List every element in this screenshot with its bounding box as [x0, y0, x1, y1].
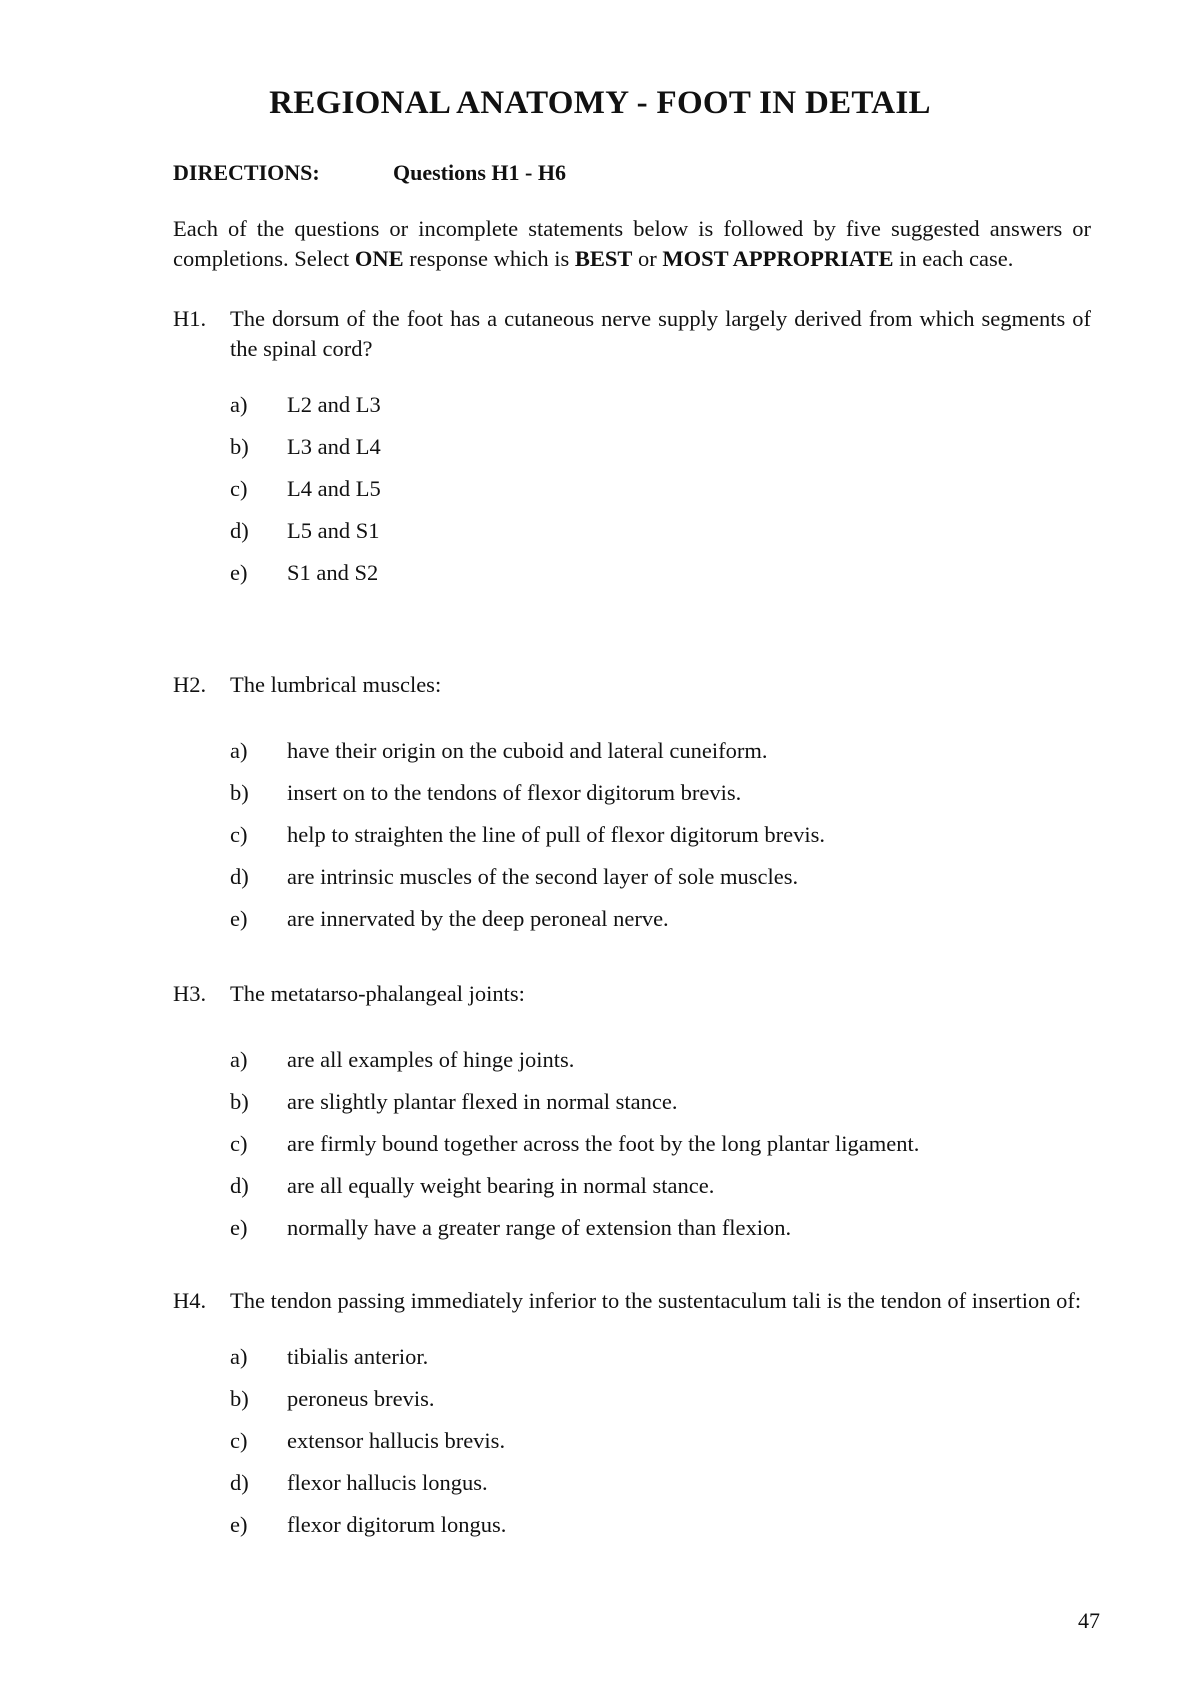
answer-option: [230, 468, 1091, 510]
answer-options: [173, 1336, 1091, 1546]
answer-options: [173, 384, 1091, 594]
question-number: H2.: [173, 672, 207, 697]
answer-option: [230, 552, 1091, 594]
option-label: b): [230, 1089, 249, 1114]
question-text: The tendon passing immediately inferior to the sustentaculum tali is the tendon of insertion of:: [230, 1288, 1082, 1313]
question-number: H3.: [173, 981, 207, 1006]
intro-text-2: response which is: [403, 246, 575, 271]
answer-option: [230, 384, 1091, 426]
option-label: e): [230, 1215, 248, 1240]
question-number: H4.: [173, 1288, 207, 1313]
page-title: REGIONAL ANATOMY - FOOT IN DETAIL: [269, 85, 931, 121]
option-label: b): [230, 434, 249, 459]
option-text: are all equally weight bearing in normal stance.: [287, 1173, 715, 1198]
intro-text-4: in each case.: [893, 246, 1014, 271]
option-label: c): [230, 1428, 248, 1453]
question-text: The dorsum of the foot has a cutaneous nerve supply largely derived from which segments of the spinal cord?: [230, 306, 1091, 361]
answer-option: [230, 1378, 1091, 1420]
option-text: are slightly plantar flexed in normal stance.: [287, 1089, 678, 1114]
page-number: 47: [1078, 1608, 1100, 1633]
question-stem: [173, 979, 1091, 1009]
option-label: e): [230, 560, 248, 585]
option-text: flexor hallucis longus.: [287, 1470, 488, 1495]
option-label: b): [230, 780, 249, 805]
intro-emphasis-best: BEST: [574, 246, 633, 271]
option-label: c): [230, 822, 248, 847]
question-h1: [173, 304, 1091, 594]
answer-option: [230, 1165, 1091, 1207]
option-label: d): [230, 1470, 249, 1495]
option-text: extensor hallucis brevis.: [287, 1428, 506, 1453]
answer-option: [230, 1504, 1091, 1546]
answer-options: [173, 1039, 1091, 1249]
option-text: normally have a greater range of extension than flexion.: [287, 1215, 792, 1240]
directions-line: [173, 160, 566, 186]
option-label: a): [230, 392, 248, 417]
question-h2: [173, 670, 1091, 940]
instructions-paragraph: [173, 214, 1091, 274]
option-label: a): [230, 1344, 248, 1369]
option-label: e): [230, 906, 248, 931]
question-h3: [173, 979, 1091, 1249]
option-label: b): [230, 1386, 249, 1411]
answer-option: [230, 772, 1091, 814]
answer-option: [230, 1123, 1091, 1165]
answer-option: [230, 426, 1091, 468]
answer-option: [230, 1039, 1091, 1081]
intro-text-3: or: [632, 246, 663, 271]
question-stem: [173, 670, 1091, 700]
question-h4: [173, 1286, 1091, 1546]
option-text: tibialis anterior.: [287, 1344, 429, 1369]
option-text: L4 and L5: [287, 476, 381, 501]
option-text: help to straighten the line of pull of flexor digitorum brevis.: [287, 822, 826, 847]
answer-option: [230, 1462, 1091, 1504]
option-label: c): [230, 1131, 248, 1156]
answer-option: [230, 1081, 1091, 1123]
option-text: L3 and L4: [287, 434, 381, 459]
question-stem: [173, 1286, 1091, 1316]
answer-option: [230, 510, 1091, 552]
option-text: are all examples of hinge joints.: [287, 1047, 575, 1072]
answer-option: [230, 730, 1091, 772]
directions-range: Questions H1 - H6: [393, 160, 566, 185]
option-label: d): [230, 864, 249, 889]
answer-options: [173, 730, 1091, 940]
answer-option: [230, 898, 1091, 940]
question-text: The metatarso-phalangeal joints:: [230, 981, 525, 1006]
option-text: peroneus brevis.: [287, 1386, 435, 1411]
option-text: S1 and S2: [287, 560, 379, 585]
question-number: H1.: [173, 306, 207, 331]
option-text: have their origin on the cuboid and lateral cuneiform.: [287, 738, 768, 763]
directions-label: DIRECTIONS:: [173, 160, 320, 185]
answer-option: [230, 1207, 1091, 1249]
option-text: are innervated by the deep peroneal nerve.: [287, 906, 669, 931]
option-text: L5 and S1: [287, 518, 380, 543]
intro-text-1: Each of the questions or incomplete statements below is followed by five suggested answers or completions. Select: [173, 216, 1091, 271]
answer-option: [230, 814, 1091, 856]
option-text: L2 and L3: [287, 392, 381, 417]
intro-emphasis-one: ONE: [354, 246, 404, 271]
option-label: a): [230, 738, 248, 763]
option-label: a): [230, 1047, 248, 1072]
option-label: d): [230, 518, 249, 543]
question-text: The lumbrical muscles:: [230, 672, 442, 697]
option-text: flexor digitorum longus.: [287, 1512, 507, 1537]
question-stem: [173, 304, 1091, 364]
option-label: e): [230, 1512, 248, 1537]
answer-option: [230, 856, 1091, 898]
intro-emphasis-most-appropriate: MOST APPROPRIATE: [662, 246, 894, 271]
option-label: d): [230, 1173, 249, 1198]
option-text: are intrinsic muscles of the second layer of sole muscles.: [287, 864, 799, 889]
option-text: are firmly bound together across the foot by the long plantar ligament.: [287, 1131, 920, 1156]
option-label: c): [230, 476, 248, 501]
option-text: insert on to the tendons of flexor digitorum brevis.: [287, 780, 742, 805]
answer-option: [230, 1420, 1091, 1462]
answer-option: [230, 1336, 1091, 1378]
